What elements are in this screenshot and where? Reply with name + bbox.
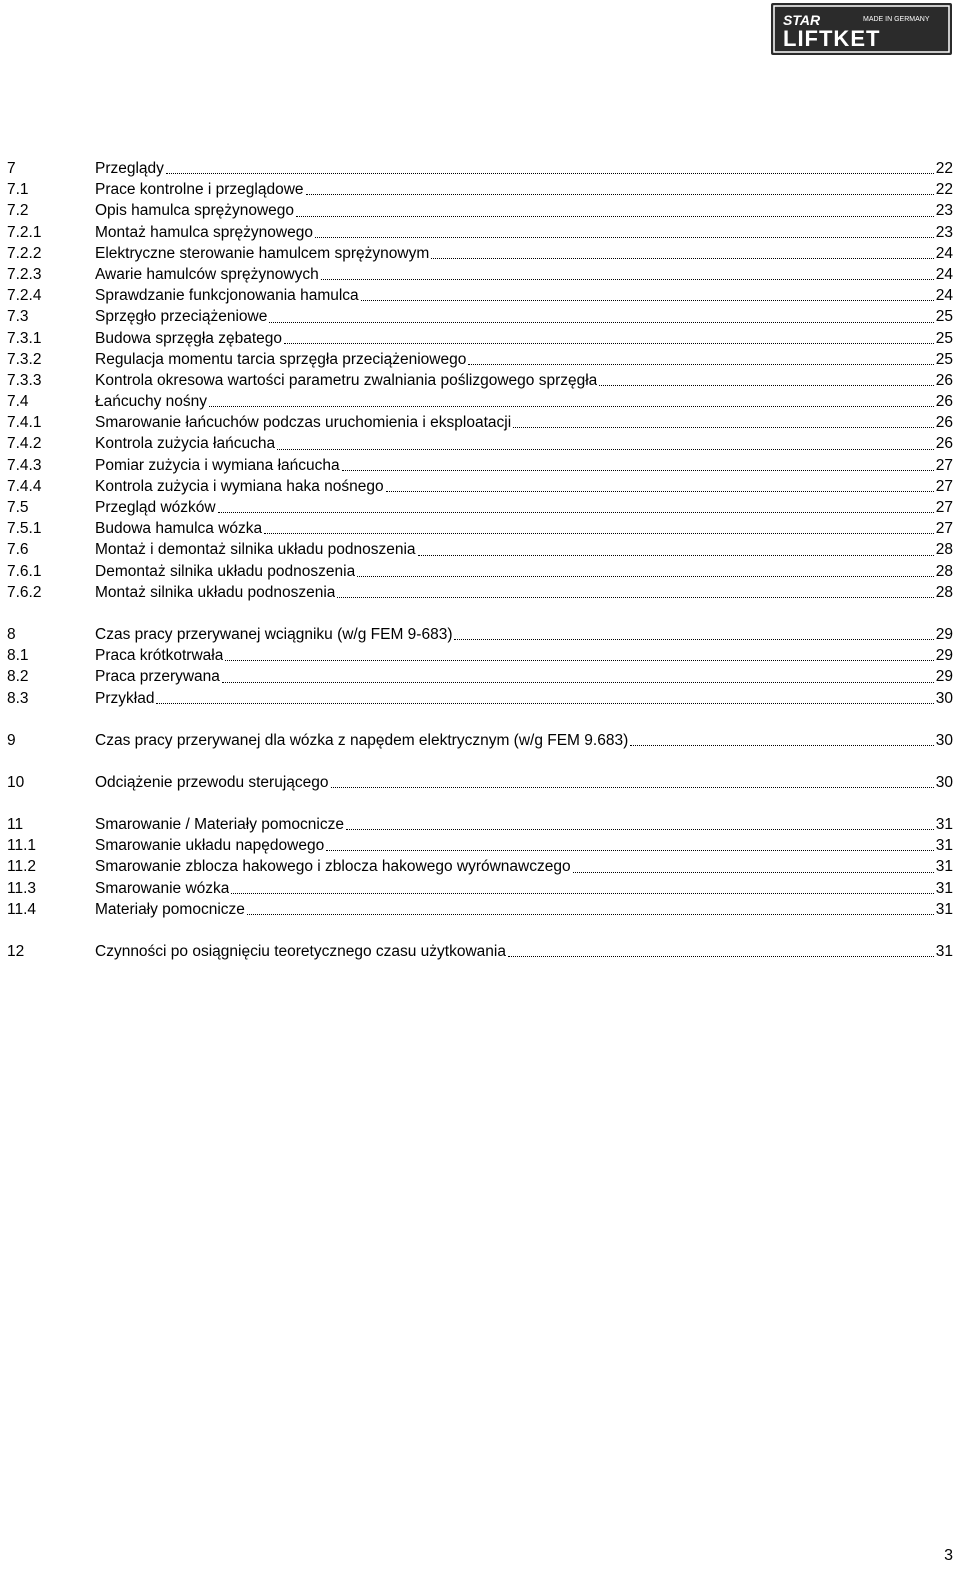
toc-entry[interactable] xyxy=(7,476,953,497)
toc-dot-leader xyxy=(599,385,933,386)
toc-entry-page: 31 xyxy=(935,900,953,918)
toc-entry-number: 9 xyxy=(7,731,16,749)
toc-dot-leader xyxy=(337,597,933,598)
liftket-logo xyxy=(771,3,952,55)
toc-dot-leader xyxy=(264,533,934,534)
toc-dot-leader xyxy=(331,787,934,788)
toc-entry-number: 7.2.3 xyxy=(7,265,42,283)
toc-entry[interactable] xyxy=(7,582,953,603)
toc-entry-page: 30 xyxy=(935,773,953,791)
toc-dot-leader xyxy=(508,956,934,957)
toc-entry-title: Montaż silnika układu podnoszenia xyxy=(95,583,336,601)
toc-entry[interactable] xyxy=(7,349,953,370)
toc-entry-title: Budowa sprzęgła zębatego xyxy=(95,329,282,347)
toc-entry[interactable] xyxy=(7,243,953,264)
toc-entry-number: 7.3.2 xyxy=(7,350,42,368)
toc-entry-page: 23 xyxy=(935,202,953,220)
toc-dot-leader xyxy=(357,576,934,577)
toc-entry-page: 22 xyxy=(935,160,953,177)
toc-dot-leader xyxy=(218,512,934,513)
toc-entry[interactable] xyxy=(7,730,953,751)
toc-entry-number: 7.3.3 xyxy=(7,371,42,389)
toc-entry-title: Kontrola okresowa wartości parametru zwalniania poślizgowego sprzęgła xyxy=(95,371,598,389)
toc-entry-title: Sprawdzanie funkcjonowania hamulca xyxy=(95,287,359,305)
toc-entry-number: 7.4.3 xyxy=(7,456,42,474)
toc-entry[interactable] xyxy=(7,412,953,433)
toc-entry-page: 24 xyxy=(935,265,953,283)
toc-entry-number: 7.4.2 xyxy=(7,435,42,453)
toc-entry-title: Pomiar zużycia i wymiana łańcucha xyxy=(95,456,340,474)
toc-entry[interactable] xyxy=(7,328,953,349)
toc-entry-page: 28 xyxy=(935,541,953,559)
toc-entry-number: 8.2 xyxy=(7,668,29,686)
toc-entry[interactable] xyxy=(7,835,953,856)
toc-dot-leader xyxy=(225,660,933,661)
toc-entry[interactable] xyxy=(7,878,953,899)
toc-entry-page: 25 xyxy=(935,350,953,368)
toc-entry-number: 7.5 xyxy=(7,499,29,516)
toc-dot-leader xyxy=(296,216,934,217)
toc-entry[interactable] xyxy=(7,814,953,835)
toc-dot-leader xyxy=(222,682,934,683)
toc-entry-title: Przegląd wózków xyxy=(95,499,216,516)
toc-dot-leader xyxy=(321,279,934,280)
toc-entry-page: 28 xyxy=(935,562,953,580)
toc-entry[interactable] xyxy=(7,941,953,962)
toc-entry-number: 12 xyxy=(7,943,25,960)
toc-entry[interactable] xyxy=(7,158,953,179)
toc-entry[interactable] xyxy=(7,772,953,793)
toc-entry-title: Montaż hamulca sprężynowego xyxy=(95,223,313,241)
toc-dot-leader xyxy=(346,829,934,830)
toc-entry-number: 11.1 xyxy=(7,837,37,855)
toc-entry-title: Demontaż silnika układu podnoszenia xyxy=(95,562,356,580)
toc-entry-number: 7.6.1 xyxy=(7,562,42,580)
toc-entry-title: Kontrola zużycia łańcucha xyxy=(95,435,276,453)
toc-entry-title: Sprzęgło przeciążeniowe xyxy=(95,308,268,326)
toc-entry[interactable] xyxy=(7,179,953,200)
toc-entry-page: 30 xyxy=(935,731,953,749)
toc-entry-page: 31 xyxy=(935,879,953,897)
toc-dot-leader xyxy=(630,745,934,746)
toc-entry-page: 25 xyxy=(935,308,953,326)
toc-entry-number: 7.4 xyxy=(7,393,29,411)
toc-entry-page: 30 xyxy=(935,689,953,707)
toc-entry-number: 7.2.4 xyxy=(7,287,42,305)
toc-entry[interactable] xyxy=(7,666,953,687)
toc-dot-leader xyxy=(247,914,934,915)
toc-entry-page: 31 xyxy=(935,816,953,834)
toc-entry[interactable] xyxy=(7,285,953,306)
toc-entry-page: 28 xyxy=(935,583,953,601)
toc-entry-page: 27 xyxy=(935,520,953,538)
toc-dot-leader xyxy=(468,364,933,365)
toc-dot-leader xyxy=(431,258,934,259)
toc-group xyxy=(7,730,953,751)
toc-entry-number: 7.3.1 xyxy=(7,329,42,347)
toc-entry-number: 11.4 xyxy=(7,900,37,918)
toc-entry-number: 7.6 xyxy=(7,541,29,559)
toc-entry-title: Przykład xyxy=(95,689,155,707)
toc-entry-number: 8.3 xyxy=(7,689,29,707)
toc-entry-number: 7.3 xyxy=(7,308,29,326)
toc-dot-leader xyxy=(231,893,933,894)
toc-entry-title: Czas pracy przerywanej wciągniku (w/g FEM 9-683) xyxy=(95,625,453,643)
toc-entry-title: Awarie hamulców sprężynowych xyxy=(95,265,319,283)
toc-entry-page: 22 xyxy=(935,181,953,199)
toc-entry-number: 7.1 xyxy=(7,181,29,199)
toc-entry-number: 11.3 xyxy=(7,879,37,897)
toc-entry[interactable] xyxy=(7,539,953,560)
toc-entry-page: 26 xyxy=(935,393,953,411)
toc-entry-title: Elektryczne sterowanie hamulcem sprężynowym xyxy=(95,244,430,262)
toc-dot-leader xyxy=(284,343,934,344)
toc-entry[interactable] xyxy=(7,370,953,391)
logo-tagline: MADE IN GERMANY xyxy=(863,16,930,23)
toc-entry[interactable] xyxy=(7,688,953,709)
toc-entry-number: 7.4.4 xyxy=(7,477,42,495)
toc-entry-number: 7.2.1 xyxy=(7,223,42,241)
toc-entry-page: 31 xyxy=(935,837,953,855)
toc-entry[interactable] xyxy=(7,645,953,666)
toc-entry[interactable] xyxy=(7,497,953,518)
toc-entry-title: Praca krótkotrwała xyxy=(95,647,224,665)
toc-entry[interactable] xyxy=(7,455,953,476)
toc-entry-title: Opis hamulca sprężynowego xyxy=(95,202,295,220)
toc-entry-number: 7.4.1 xyxy=(7,414,42,432)
toc-entry-title: Kontrola zużycia i wymiana haka nośnego xyxy=(95,477,384,495)
toc-entry-title: Montaż i demontaż silnika układu podnoszenia xyxy=(95,541,416,559)
toc-dot-leader xyxy=(513,427,934,428)
toc-entry[interactable] xyxy=(7,306,953,327)
toc-entry[interactable] xyxy=(7,561,953,582)
toc-entry-title: Smarowanie wózka xyxy=(95,879,230,897)
logo-brand-top: STAR xyxy=(783,12,821,28)
page-number: 3 xyxy=(944,1547,953,1564)
toc-dot-leader xyxy=(454,639,933,640)
toc-dot-leader xyxy=(166,173,934,174)
toc-entry-page: 29 xyxy=(935,625,953,643)
toc-dot-leader xyxy=(326,850,934,851)
toc-dot-leader xyxy=(315,237,934,238)
toc-entry-page: 26 xyxy=(935,435,953,453)
toc-entry[interactable] xyxy=(7,222,953,243)
toc-entry-title: Prace kontrolne i przeglądowe xyxy=(95,181,304,199)
toc-entry[interactable] xyxy=(7,264,953,285)
toc-entry-number: 7.2.2 xyxy=(7,244,42,262)
toc-entry[interactable] xyxy=(7,200,953,221)
toc-entry[interactable] xyxy=(7,518,953,539)
toc-entry-title: Czynności po osiągnięciu teoretycznego czasu użytkowania xyxy=(95,943,506,960)
toc-entry-number: 11 xyxy=(7,816,24,834)
toc-dot-leader xyxy=(361,300,934,301)
table-of-contents xyxy=(7,158,953,962)
toc-dot-leader xyxy=(573,872,934,873)
toc-entry-number: 7.2 xyxy=(7,202,29,220)
toc-entry-page: 31 xyxy=(935,858,953,876)
toc-entry-page: 27 xyxy=(935,477,953,495)
toc-dot-leader xyxy=(418,555,934,556)
logo-brand-main: LIFTKET xyxy=(783,26,881,51)
toc-entry-page: 24 xyxy=(935,244,953,262)
toc-group xyxy=(7,624,953,709)
toc-entry[interactable] xyxy=(7,391,953,412)
toc-entry-page: 26 xyxy=(935,414,953,432)
toc-entry-page: 31 xyxy=(935,943,953,960)
toc-entry-number: 7.6.2 xyxy=(7,583,42,601)
toc-entry-number: 7.5.1 xyxy=(7,520,42,538)
toc-entry-title: Materiały pomocnicze xyxy=(95,900,245,918)
toc-entry-title: Smarowanie układu napędowego xyxy=(95,837,325,855)
toc-group xyxy=(7,158,953,603)
toc-entry-title: Regulacja momentu tarcia sprzęgła przeciążeniowego xyxy=(95,350,467,368)
toc-entry-title: Smarowanie / Materiały pomocnicze xyxy=(95,816,344,834)
toc-entry-number: 10 xyxy=(7,773,25,791)
toc-entry-number: 8.1 xyxy=(7,647,29,665)
toc-entry-page: 23 xyxy=(935,223,953,241)
toc-entry-page: 24 xyxy=(935,287,953,305)
toc-entry-title: Smarowanie łańcuchów podczas uruchomienia i eksploatacji xyxy=(95,414,512,432)
toc-entry-title: Smarowanie zblocza hakowego i zblocza hakowego wyrównawczego xyxy=(95,858,571,876)
toc-dot-leader xyxy=(386,491,934,492)
toc-entry-number: 7 xyxy=(7,160,16,177)
toc-entry-page: 26 xyxy=(935,371,953,389)
toc-dot-leader xyxy=(306,194,934,195)
toc-entry-page: 29 xyxy=(935,668,953,686)
toc-entry[interactable] xyxy=(7,624,953,645)
toc-entry-title: Odciążenie przewodu sterującego xyxy=(95,773,329,791)
toc-dot-leader xyxy=(342,470,934,471)
toc-group xyxy=(7,814,953,920)
toc-entry-title: Łańcuchy nośny xyxy=(95,393,208,411)
toc-entry-number: 8 xyxy=(7,625,16,643)
toc-dot-leader xyxy=(277,449,934,450)
toc-entry[interactable] xyxy=(7,856,953,877)
toc-entry-title: Przeglądy xyxy=(95,160,164,177)
toc-entry-title: Budowa hamulca wózka xyxy=(95,520,263,538)
toc-entry[interactable] xyxy=(7,899,953,920)
toc-entry-page: 27 xyxy=(935,456,953,474)
toc-entry-page: 25 xyxy=(935,329,953,347)
toc-dot-leader xyxy=(156,703,933,704)
toc-entry-page: 27 xyxy=(935,499,953,516)
toc-entry[interactable] xyxy=(7,433,953,454)
logo-graphic xyxy=(771,3,952,55)
toc-dot-leader xyxy=(269,322,933,323)
toc-entry-page: 29 xyxy=(935,647,953,665)
toc-group xyxy=(7,941,953,962)
toc-group xyxy=(7,772,953,793)
toc-entry-number: 11.2 xyxy=(7,858,37,876)
toc-entry-title: Praca przerywana xyxy=(95,668,220,686)
toc-dot-leader xyxy=(209,406,934,407)
toc-entry-title: Czas pracy przerywanej dla wózka z napędem elektrycznym (w/g FEM 9.683) xyxy=(95,731,629,749)
